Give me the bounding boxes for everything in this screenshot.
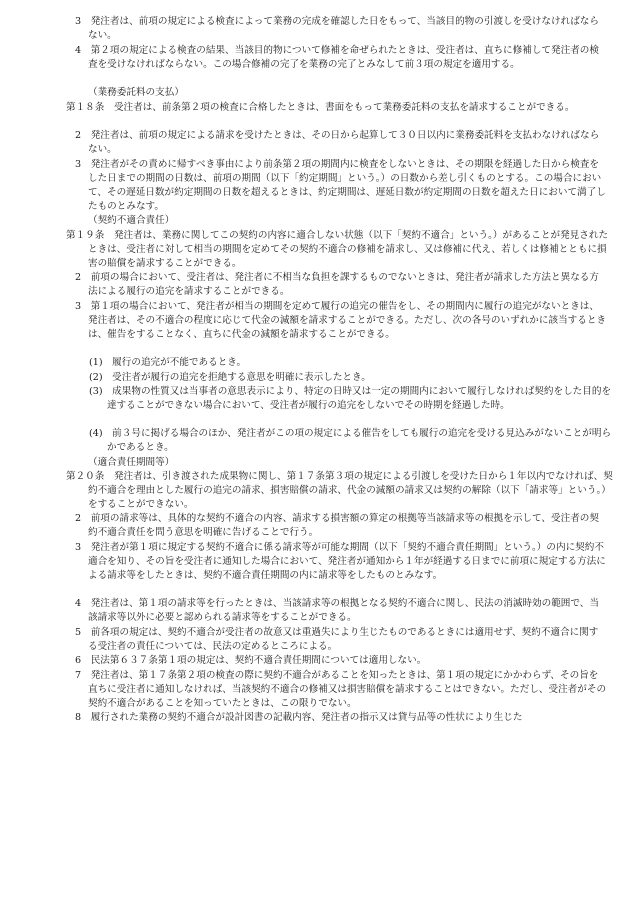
- clause-20-6: 6 民法第６３７条第１項の規定は、契約不適合責任期間については適用しない。: [75, 655, 427, 666]
- clause-20-3: 3 発注者が第１項に規定する契約不適合に係る請求等が可能な期間（以下「契約不適合責任期間」という。）の内に契約不適合を知り、その旨を受注者に通知した場合において、発注者が通知から１年が経過する日までに前項に規定する方法による請求等をしたときは、契約不適合責任期間の内に請求等をしたものとみなす。: [75, 542, 606, 582]
- heading-nonconformity: （契約不適合責任）: [88, 215, 175, 226]
- clause-20-5: 5 前各項の規定は、契約不適合が受注者の故意又は重過失により生じたものであるときには適用せず、契約不適合に関する受注者の責任については、民法の定めるところによる。: [75, 627, 599, 653]
- article-18: 第１８条 受注者は、前条第２項の検査に合格したときは、書面をもって業務委託料の支払を請求することができる。: [66, 102, 575, 113]
- clause-18-3: 3 発注者がその責めに帰すべき事由により前条第２項の期間内に検査をしないときは、その期限を経過した日から検査をした日までの期間の日数は、前項の期間（以下「約定期間」という。）の日数から差し引くものとする。この場合において、その遅延日数が約定期間の日数を超えるときは、約定期間は、遅延日数が約定期間の日数を超えた日において満了したものとみなす。: [75, 159, 606, 213]
- heading-liability-period: （適合責任期間等）: [88, 457, 175, 468]
- item-19-3-2: (2) 受注者が履行の追完を拒絶する意思を明確に表示したとき。: [89, 372, 371, 383]
- clause-20-8: 8 履行された業務の契約不適合が設計図書の記載内容、発注者の指示又は貸与品等の性状により生じた: [75, 712, 523, 723]
- article-20: 第２０条 発注者は、引き渡された成果物に関し、第１７条第３項の規定による引渡しを受けた日から１年以内でなければ、契約不適合を理由とした履行の追完の請求、損害賠償の請求、代金の減額の請求又は契約の解除（以下「請求等」という。）をすることができない。: [66, 471, 613, 511]
- clause-19-2: 2 前項の場合において、受注者は、発注者に不相当な負担を課するものでないときは、発注者が請求した方法と異なる方法による履行の追完を請求することができる。: [75, 272, 599, 298]
- article-19: 第１９条 発注者は、業務に関してこの契約の内容に適合しない状態（以下「契約不適合」という。）があることが発見されたときは、受注者に対して相当の期間を定めてその契約不適合の修補を請求し、又は修補に代え、若しくは修補とともに損害の賠償を請求することができる。: [66, 230, 609, 270]
- clause-20-7: 7 発注者は、第１７条第２項の検査の際に契約不適合があることを知ったときは、第１項の規定にかかわらず、その旨を直ちに受注者に通知しなければ、当該契約不適合の修補又は損害賠償を請求することはできない。ただし、受注者がその契約不適合があることを知っていたときは、この限りでない。: [75, 670, 607, 710]
- clause-20-4: 4 発注者は、第１項の請求等を行ったときは、当該請求等の根拠となる契約不適合に関し、民法の消滅時効の範囲で、当該請求等以外に必要と認められる請求等をすることができる。: [75, 598, 599, 624]
- clause-19-3: 3 第１項の場合において、発注者が相当の期間を定めて履行の追完の催告をし、その期間内に履行の追完がないときは、発注者は、その不適合の程度に応じて代金の減額を請求することができる。ただし、次の各号のいずれかに該当するときは、催告をすることなく、直ちに代金の減額を請求することができる。: [75, 301, 607, 341]
- item-19-3-1: (1) 履行の追完が不能であるとき。: [89, 357, 247, 368]
- clause-17-4: 4 第２項の規定による検査の結果、当該目的物について修補を命ぜられたときは、受注者は、直ちに修補して発注者の検査を受けなければならない。この場合修補の完了を業務の完了とみなして前３項の規定を適用する。: [75, 45, 599, 71]
- clause-18-2: 2 発注者は、前項の規定による請求を受けたときは、その日から起算して３０日以内に業務委託料を支払わなければならない。: [75, 130, 600, 156]
- item-19-3-3: (3) 成果物の性質又は当事者の意思表示により、特定の日時又は一定の期間内において履行しなければ契約をした目的を達することができない場合において、受注者が履行の追完をしないでその時期を経過した時。: [89, 386, 612, 412]
- clause-20-2: 2 前項の請求等は、具体的な契約不適合の内容、請求する損害額の算定の根拠等当該請求等の根拠を示して、受注者の契約不適合責任を問う意思を明確に告げることで行う。: [75, 513, 599, 539]
- heading-payment: （業務委託料の支払）: [88, 87, 184, 98]
- clause-17-3: 3 発注者は、前項の規定による検査によって業務の完成を確認した日をもって、当該目的物の引渡しを受けなければならない。: [75, 16, 599, 42]
- item-19-3-4: (4) 前３号に掲げる場合のほか、発注者がこの項の規定による催告をしても履行の追完を受ける見込みがないことが明らかであるとき。: [89, 428, 612, 454]
